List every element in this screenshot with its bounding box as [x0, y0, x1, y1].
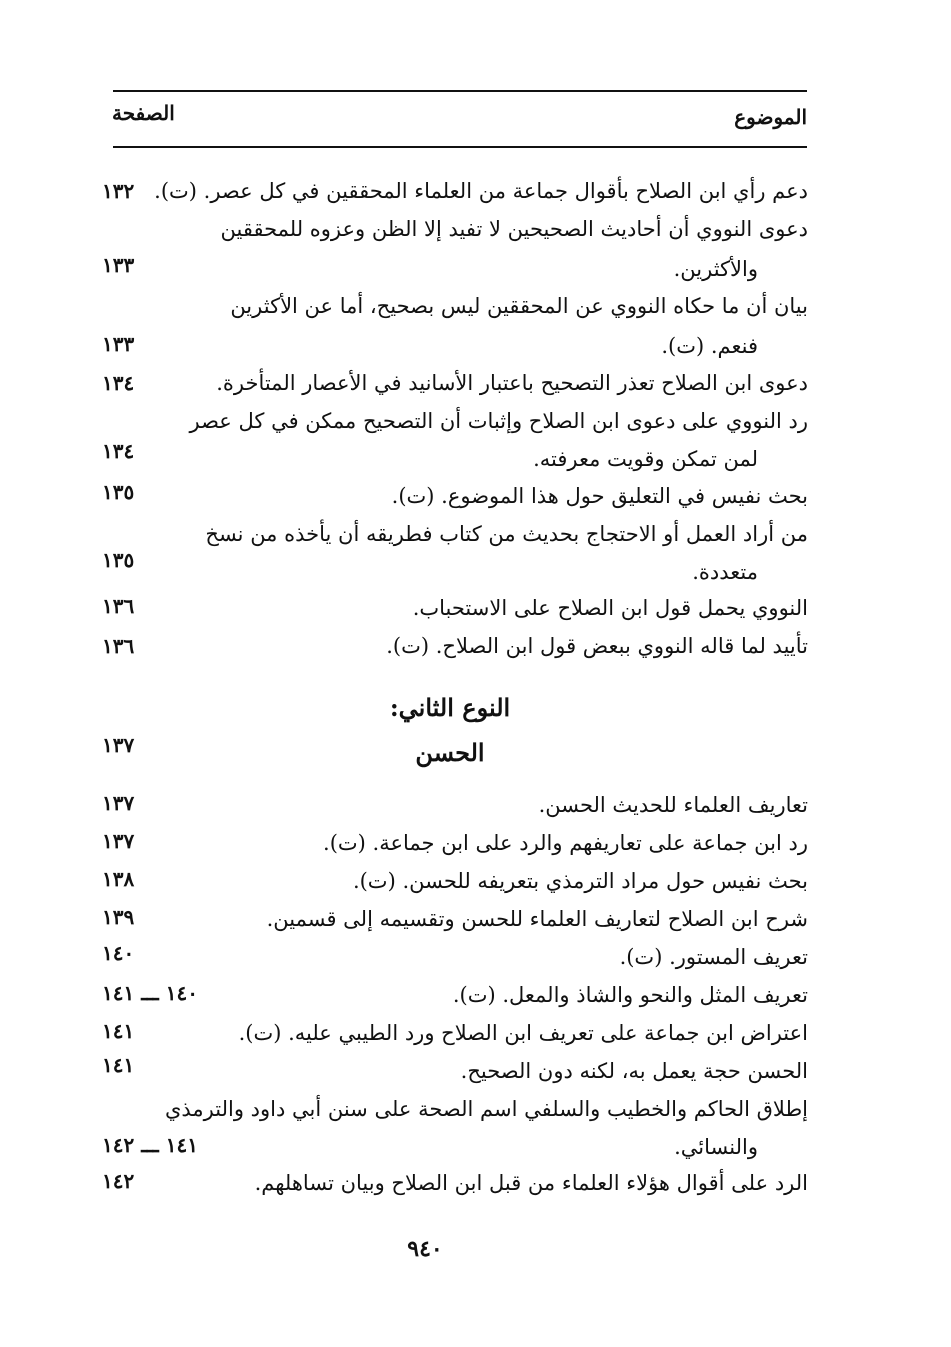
footer-page-number: ٩٤٠ — [407, 1236, 443, 1262]
entry-page-number: ١٣٤ — [102, 371, 135, 395]
entry-text: دعم رأي ابن الصلاح بأقوال جماعة من العلماء المحققين في كل عصر. (ت). — [154, 179, 808, 203]
entry-text: دعوى النووي أن أحاديث الصحيحين لا تفيد إلا الظن وعزوه للمحققين — [220, 217, 808, 241]
entry-page-number: ١٣٤ — [102, 439, 135, 463]
entry-page-number: ١٤١ — [102, 1019, 135, 1043]
entry-text: دعوى ابن الصلاح تعذر التصحيح باعتبار الأسانيد في الأعصار المتأخرة. — [216, 371, 808, 395]
entry-page-number: ١٣٣ — [102, 253, 135, 277]
section-kind-heading: النوع الثاني: — [389, 693, 511, 722]
entry-page-number: ١٣٦ — [102, 634, 135, 658]
topic-column-label: الموضوع — [734, 105, 807, 129]
entry-page-number: ١٤٠ — [102, 941, 135, 965]
header-bottom-rule — [113, 146, 807, 148]
entry-page-number: ١٣٦ — [102, 594, 135, 618]
entry-text-continuation: لمن تمكن وقويت معرفته. — [533, 447, 758, 471]
entry-page-number: ١٣٣ — [102, 332, 135, 356]
entry-text: بيان أن ما حكاه النووي عن المحققين ليس بصحيح، أما عن الأكثرين — [230, 294, 808, 318]
entry-text: رد ابن جماعة على تعاريفهم والرد على ابن جماعة. (ت). — [323, 831, 808, 855]
entry-text: إطلاق الحاكم والخطيب والسلفي اسم الصحة على سنن أبي داود والترمذي — [164, 1097, 808, 1121]
entry-text-continuation: والأكثرين. — [673, 257, 758, 281]
entry-text-continuation: متعددة. — [692, 560, 758, 584]
header-top-rule — [113, 90, 807, 92]
entry-text: تعاريف العلماء للحديث الحسن. — [538, 793, 808, 817]
entry-text-continuation: والنسائي. — [674, 1135, 758, 1159]
entry-page-number: ١٣٨ — [102, 867, 135, 891]
entry-text: بحث نفيس حول مراد الترمذي بتعريفه للحسن. (ت). — [352, 869, 808, 893]
entry-page-number: ١٣٥ — [102, 480, 135, 504]
entry-text: اعتراض ابن جماعة على تعريف ابن الصلاح ورد الطيبي عليه. (ت). — [238, 1021, 808, 1045]
section-title-heading: الحسن — [415, 738, 485, 767]
section-page-number: ١٣٧ — [102, 733, 135, 757]
entry-page-number: ١٣٧ — [102, 829, 135, 853]
entry-page-number: ١٤٢ — [102, 1169, 135, 1193]
entry-page-number: ١٣٩ — [102, 905, 135, 929]
entry-page-number: ١٣٧ — [102, 791, 135, 815]
entry-page-number: ١٣٢ — [102, 179, 135, 203]
entry-text: الحسن حجة يعمل به، لكنه دون الصحيح. — [460, 1059, 808, 1083]
entry-text: النووي يحمل قول ابن الصلاح على الاستحباب. — [412, 596, 808, 620]
entry-text: تأييد لما قاله النووي ببعض قول ابن الصلاح. (ت). — [386, 634, 808, 658]
entry-text: تعريف المستور. (ت). — [619, 945, 808, 969]
entry-text: الرد على أقوال هؤلاء العلماء من قبل ابن الصلاح وبيان تساهلهم. — [254, 1171, 808, 1195]
entry-text: تعريف المثل والنحو والشاذ والمعل. (ت). — [452, 983, 808, 1007]
entry-text: بحث نفيس في التعليق حول هذا الموضوع. (ت). — [391, 484, 808, 508]
entry-page-number: ١٣٥ — [102, 548, 135, 572]
entry-text-continuation: فنعم. (ت). — [661, 334, 758, 358]
entry-text: من أراد العمل أو الاحتجاج بحديث من كتاب فطريقه أن يأخذه من نسخ — [205, 522, 808, 546]
entry-page-number: ١٤٠ ـــ ١٤١ — [102, 981, 198, 1005]
entry-page-number: ١٤١ — [102, 1053, 135, 1077]
entry-text: شرح ابن الصلاح لتعاريف العلماء للحسن وتقسيمه إلى قسمين. — [266, 907, 808, 931]
entry-page-number: ١٤١ ـــ ١٤٢ — [102, 1133, 198, 1157]
page-column-label: الصفحة — [112, 101, 175, 125]
entry-text: رد النووي على دعوى ابن الصلاح وإثبات أن التصحيح ممكن في كل عصر — [189, 409, 808, 433]
